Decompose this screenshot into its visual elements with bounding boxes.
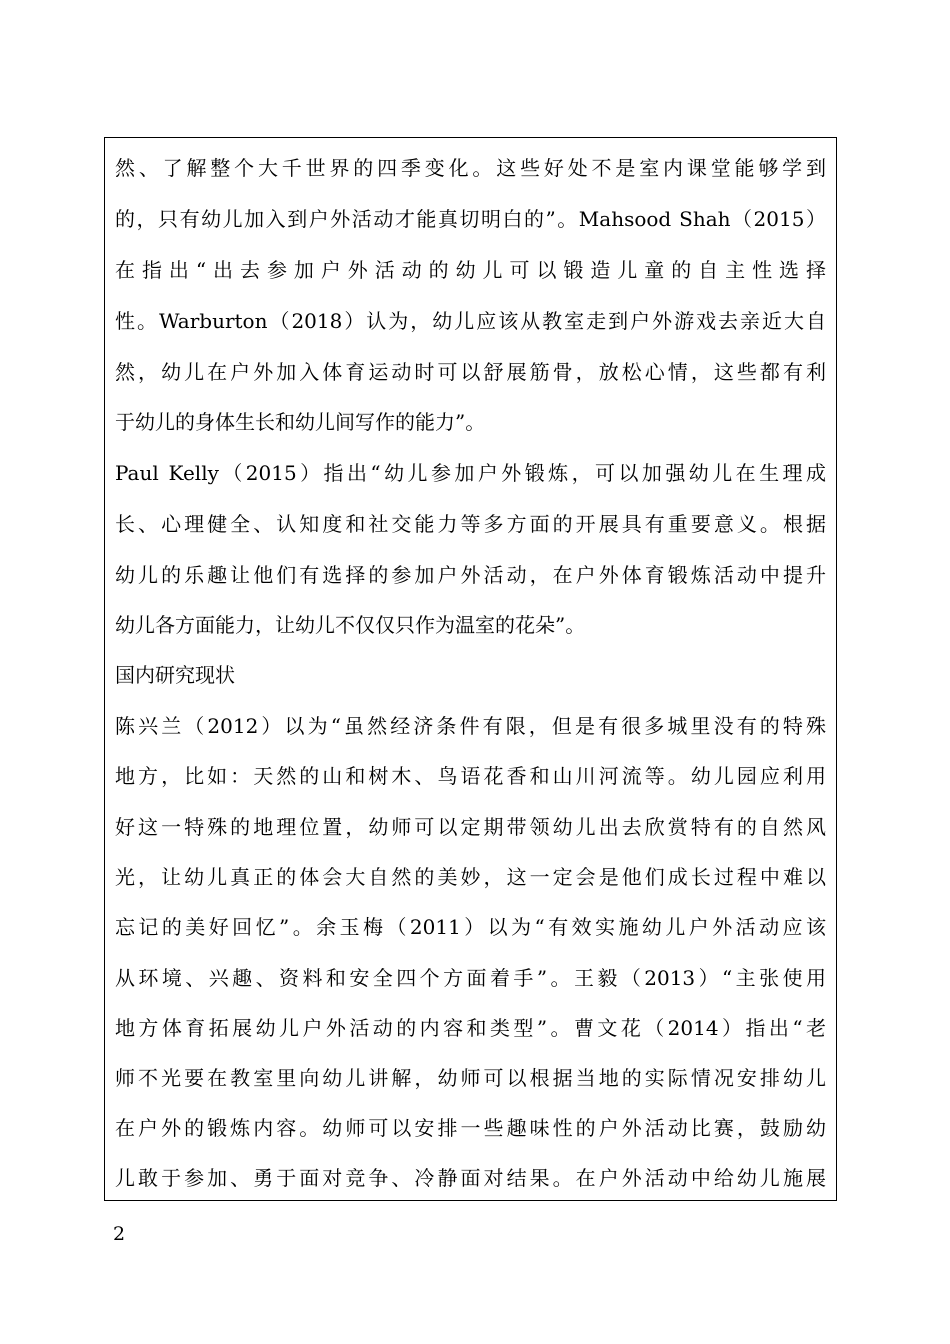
- text-line-3: 在指出“出去参加户外活动的幼儿可以锻造儿童的自主性选择: [115, 258, 826, 282]
- text-line-16: 忘记的美好回忆”。余玉梅（2011）以为“有效实施幼儿户外活动应该: [115, 915, 826, 939]
- text-line-21: 儿敢于参加、勇于面对竞争、冷静面对结果。在户外活动中给幼儿施展: [115, 1166, 826, 1190]
- text-line-13: 地方，比如：天然的山和树木、鸟语花香和山川河流等。幼儿园应利用: [115, 764, 826, 788]
- text-line-15: 光，让幼儿真正的体会大自然的美妙，这一定会是他们成长过程中难以: [115, 865, 826, 889]
- text-line-4: 性。Warburton（2018）认为，幼儿应该从教室走到户外游戏去亲近大自: [115, 309, 826, 333]
- text-line-10: 幼儿各方面能力，让幼儿不仅仅只作为温室的花朵”。: [115, 613, 586, 637]
- text-line-20: 在户外的锻炼内容。幼师可以安排一些趣味性的户外活动比赛，鼓励幼: [115, 1116, 826, 1140]
- text-line-12: 陈兴兰（2012）以为“虽然经济条件有限，但是有很多城里没有的特殊: [115, 714, 826, 738]
- section-heading: 国内研究现状: [115, 663, 235, 687]
- text-line-5: 然，幼儿在户外加入体育运动时可以舒展筋骨，放松心情，这些都有利: [115, 360, 826, 384]
- text-line-6: 于幼儿的身体生长和幼儿间写作的能力”。: [115, 410, 486, 434]
- text-line-1: 然、了解整个大千世界的四季变化。这些好处不是室内课堂能够学到: [115, 156, 826, 180]
- text-line-9: 幼儿的乐趣让他们有选择的参加户外活动，在户外体育锻炼活动中提升: [115, 563, 826, 587]
- text-line-17: 从环境、兴趣、资料和安全四个方面着手”。王毅（2013）“主张使用: [115, 966, 826, 990]
- text-line-2: 的，只有幼儿加入到户外活动才能真切明白的”。Mahsood Shah（2015）: [115, 207, 826, 231]
- text-line-7: Paul Kelly（2015）指出“幼儿参加户外锻炼，可以加强幼儿在生理成: [115, 461, 826, 485]
- text-line-14: 好这一特殊的地理位置，幼师可以定期带领幼儿出去欣赏特有的自然风: [115, 815, 826, 839]
- page-number: 2: [113, 1223, 126, 1245]
- text-line-8: 长、心理健全、认知度和社交能力等多方面的开展具有重要意义。根据: [115, 512, 826, 536]
- text-line-18: 地方体育拓展幼儿户外活动的内容和类型”。曹文花（2014）指出“老: [115, 1016, 826, 1040]
- text-line-19: 师不光要在教室里向幼儿讲解，幼师可以根据当地的实际情况安排幼儿: [115, 1066, 826, 1090]
